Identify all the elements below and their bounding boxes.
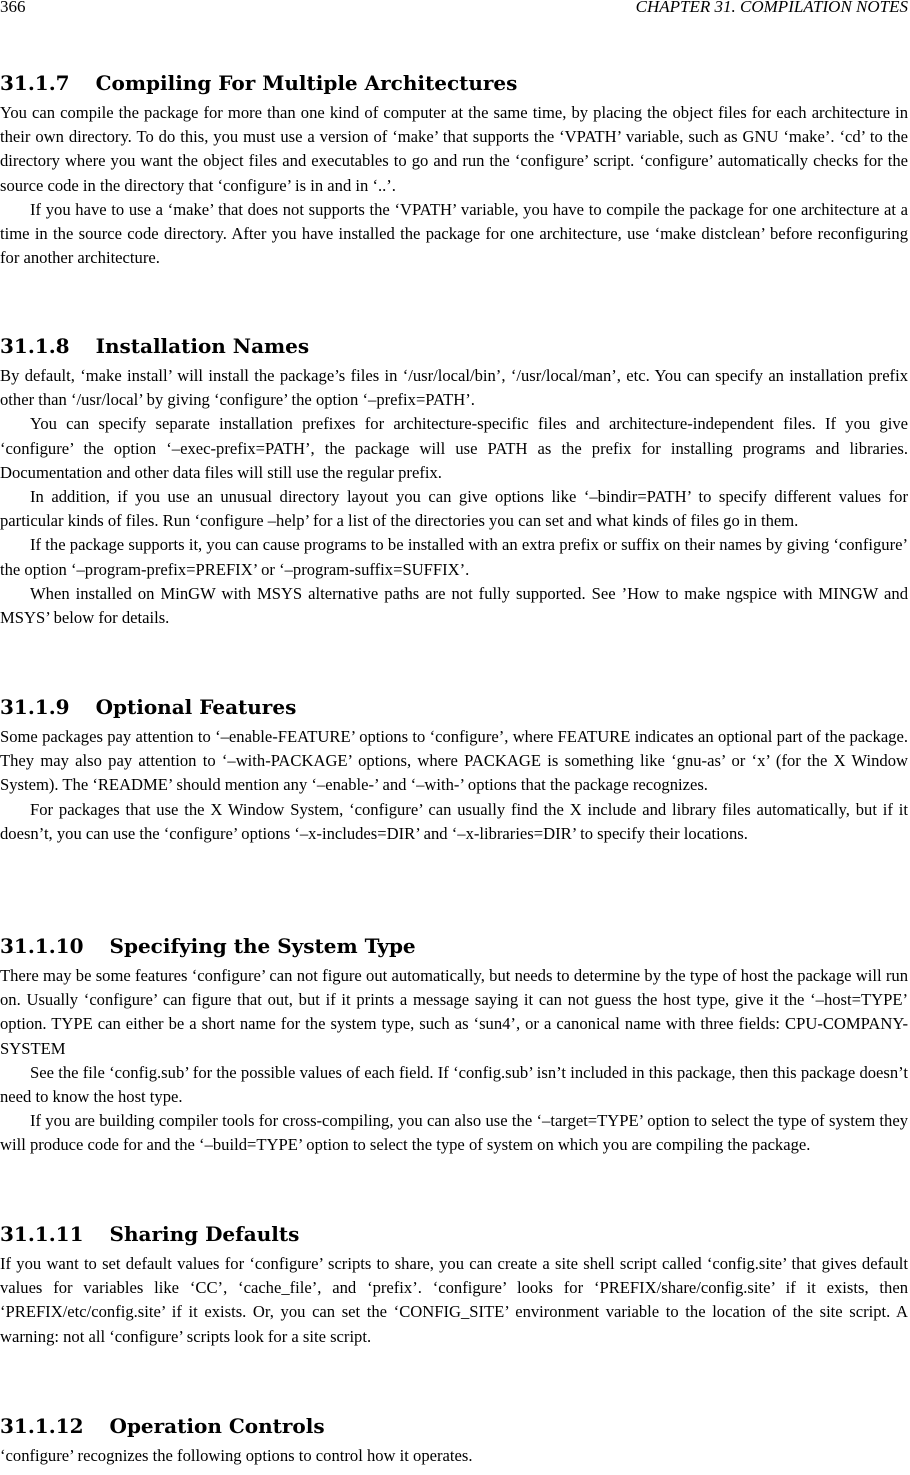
- section-number: 31.1.9: [0, 695, 70, 719]
- section-number: 31.1.12: [0, 1414, 84, 1438]
- section-number: 31.1.10: [0, 934, 84, 958]
- paragraph: You can compile the package for more than one kind of computer at the same time, by placing the object files for each architecture in their own directory. To do this, you must use a version of ‘make’ that supports the ‘VPATH’ variable, such as GNU ‘make’. ‘cd’ to the directory where you want the object files and executables to go and run the ‘configure’ script. ‘configure’ automatically checks for the source code in the directory that ‘configure’ is in and in ‘..’.: [0, 103, 908, 195]
- paragraph: By default, ‘make install’ will install the package’s files in ‘/usr/local/bin’, ‘/usr/local/man’, etc. You can specify an installation prefix other than ‘/usr/local’ by giving ‘configure’ the option ‘–prefix=PATH’.: [0, 366, 908, 410]
- paragraph: In addition, if you use an unusual directory layout you can give options like ‘–bindir=PATH’ to specify different values for particular kinds of files. Run ‘configure –help’ for a list of the directories you can set and what kinds of files go in them.: [0, 487, 908, 531]
- section-number: 31.1.8: [0, 334, 70, 358]
- section-number: 31.1.7: [0, 71, 70, 95]
- chapter-title: CHAPTER 31. COMPILATION NOTES: [635, 0, 908, 16]
- section-title: Compiling For Multiple Architectures: [95, 71, 518, 95]
- section-title: Optional Features: [95, 695, 297, 719]
- paragraph: There may be some features ‘configure’ can not figure out automatically, but needs to determine by the type of host the package will run on. Usually ‘configure’ can figure that out, but if it prints a message saying it can not guess the host type, give it the ‘–host=TYPE’ option. TYPE can either be a short name for the system type, such as ‘sun4’, or a canonical name with three fields: CPU-COMPANY-SYSTEM: [0, 966, 908, 1058]
- section-heading: [0, 1219, 908, 1249]
- paragraph: If you are building compiler tools for cross-compiling, you can also use the ‘–target=TYPE’ option to select the type of system they will produce code for and the ‘–build=TYPE’ option to select the type of system on which you are compiling the package.: [0, 1111, 908, 1155]
- paragraph: If the package supports it, you can cause programs to be installed with an extra prefix or suffix on their names by giving ‘configure’ the option ‘–program-prefix=PREFIX’ or ‘–program-suffix=SUFFIX’.: [0, 535, 908, 579]
- section-title: Operation Controls: [109, 1414, 325, 1438]
- paragraph: ‘configure’ recognizes the following options to control how it operates.: [0, 1446, 473, 1465]
- section-heading: [0, 1411, 908, 1441]
- paragraph: Some packages pay attention to ‘–enable-FEATURE’ options to ‘configure’, where FEATURE indicates an optional part of the package. They may also pay attention to ‘–with-PACKAGE’ options, where PACKAGE is something like ‘gnu-as’ or ‘x’ (for the X Window System). The ‘README’ should mention any ‘–enable-’ and ‘–with-’ options that the package recognizes.: [0, 727, 908, 795]
- section-31-1-9: [0, 692, 908, 846]
- paragraph: See the file ‘config.sub’ for the possible values of each field. If ‘config.sub’ isn’t included in this package, then this package doesn’t need to know the host type.: [0, 1062, 908, 1107]
- running-header: [0, 0, 908, 19]
- section-title: Sharing Defaults: [109, 1222, 300, 1246]
- section-31-1-7: [0, 68, 908, 270]
- paragraph: For packages that use the X Window System, ‘configure’ can usually find the X include and library files automatically, but if it doesn’t, you can use the ‘configure’ options ‘–x-includes=DIR’ and ‘–x-libraries=DIR’ to specify their locations.: [0, 799, 908, 843]
- section-heading: [0, 331, 908, 361]
- paragraph: If you want to set default values for ‘configure’ scripts to share, you can create a site shell script called ‘config.site’ that gives default values for variables like ‘CC’, ‘cache_file’, and ‘prefix’. ‘configure’ looks for ‘PREFIX/share/config.site’ if it exists, then ‘PREFIX/etc/config.site’ if it exists. Or, you can set the ‘CONFIG_SITE’ environment variable to the location of the site script. A warning: not all ‘configure’ scripts look for a site script.: [0, 1254, 908, 1346]
- section-31-1-11: [0, 1219, 908, 1349]
- section-31-1-12: [0, 1411, 908, 1468]
- section-31-1-10: [0, 931, 908, 1158]
- paragraph: When installed on MinGW with MSYS alternative paths are not fully supported. See ’How to make ngspice with MINGW and MSYS’ below for details.: [0, 583, 908, 628]
- page-number: 366: [0, 0, 26, 16]
- paragraph: If you have to use a ‘make’ that does not supports the ‘VPATH’ variable, you have to compile the package for one architecture at a time in the source code directory. After you have installed the package for one architecture, use ‘make distclean’ before reconfiguring for another architecture.: [0, 199, 908, 268]
- section-31-1-8: [0, 331, 908, 630]
- paragraph: You can specify separate installation prefixes for architecture-specific files and architecture-independent files. If you give ‘configure’ the option ‘–exec-prefix=PATH’, the package will use PATH as the prefix for installing programs and libraries. Documentation and other data files will still use the regular prefix.: [0, 414, 908, 482]
- section-number: 31.1.11: [0, 1222, 84, 1246]
- section-title: Installation Names: [95, 334, 310, 358]
- section-heading: [0, 692, 908, 722]
- section-heading: [0, 68, 908, 98]
- section-title: Specifying the System Type: [109, 934, 416, 958]
- section-heading: [0, 931, 908, 961]
